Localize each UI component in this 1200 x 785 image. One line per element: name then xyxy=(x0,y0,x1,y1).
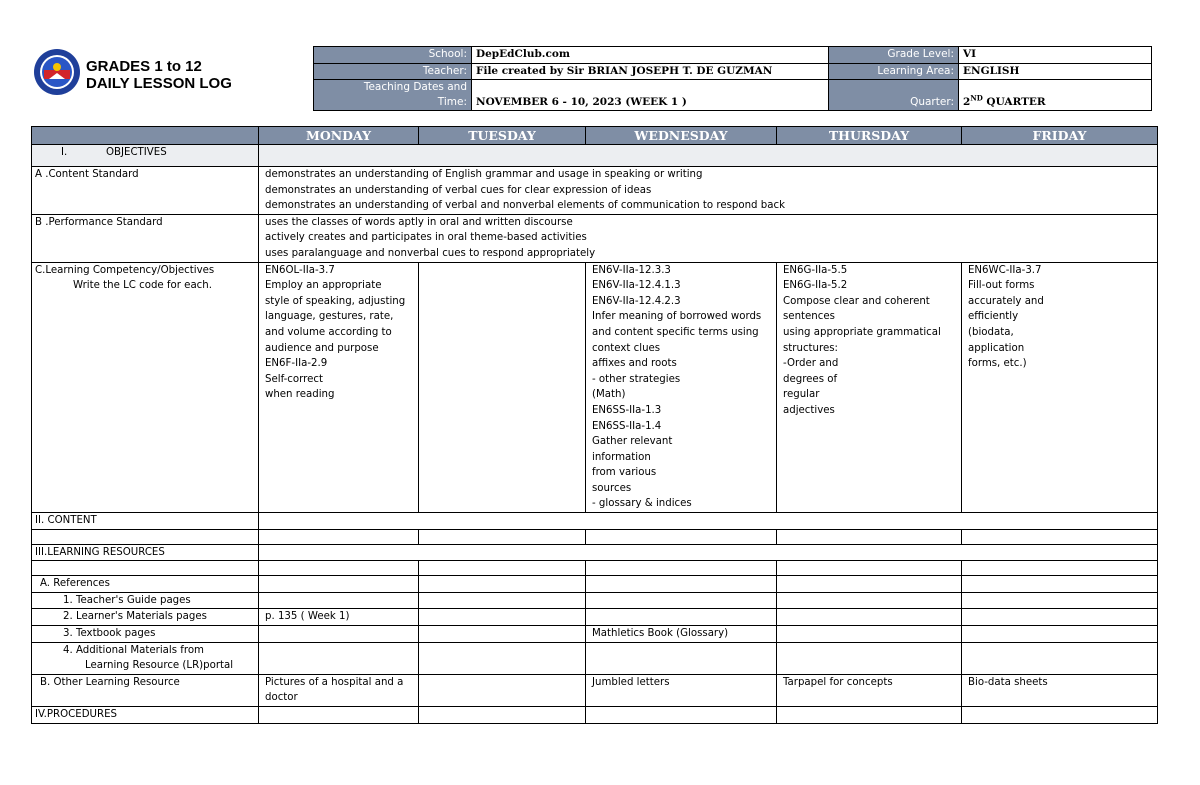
content-thursday xyxy=(777,529,962,544)
other-tuesday xyxy=(419,674,586,706)
days-header-blank xyxy=(32,127,259,145)
performance-standard-label: B .Performance Standard xyxy=(32,214,259,262)
learning-resources-fill xyxy=(259,544,1158,561)
quarter-value xyxy=(959,80,1152,111)
content-blank-label xyxy=(32,529,259,544)
competency-tuesday xyxy=(419,262,586,513)
other-resource-label: B. Other Learning Resource xyxy=(32,674,259,706)
grade-level-label: Grade Level: xyxy=(829,47,959,64)
learning-competency-instruction: Write the LC code for each. xyxy=(73,280,212,292)
teaching-dates-value: NOVEMBER 6 - 10, 2023 (WEEK 1 ) xyxy=(472,80,829,111)
learning-competency-label xyxy=(32,262,259,513)
quarter-number: 2 xyxy=(963,96,971,108)
lesson-log-table xyxy=(31,126,1158,724)
teacher-label: Teacher: xyxy=(314,64,472,80)
learning-resources-label: III.LEARNING RESOURCES xyxy=(32,544,259,561)
quarter-text: QUARTER xyxy=(982,96,1046,108)
additional-materials-line-1: 4. Additional Materials from xyxy=(63,644,204,656)
textbook-tuesday xyxy=(419,626,586,643)
content-standard-text: demonstrates an understanding of English grammar and usage in speaking or writing demonstrates an understanding of verbal cues for clear expression of ideas demonstrates an understanding of verbal and nonverbal elements of communication to respond back xyxy=(259,167,1158,215)
resources-thursday xyxy=(777,561,962,576)
procedures-wednesday xyxy=(586,707,777,724)
tg-wednesday xyxy=(586,592,777,609)
competency-friday: EN6WC-IIa-3.7 Fill-out forms accurately and efficiently (biodata, application forms, etc.) xyxy=(962,262,1158,513)
content-monday xyxy=(259,529,419,544)
learning-area-label: Learning Area: xyxy=(829,64,959,80)
day-header-thursday: THURSDAY xyxy=(777,127,962,145)
objectives-label: OBJECTIVES xyxy=(106,147,167,158)
content-friday xyxy=(962,529,1158,544)
other-thursday: Tarpapel for concepts xyxy=(777,674,962,706)
day-header-monday: MONDAY xyxy=(259,127,419,145)
title-line-1: GRADES 1 to 12 xyxy=(86,58,202,75)
quarter-label: Quarter: xyxy=(829,80,959,111)
objectives-heading xyxy=(32,145,259,167)
tg-monday xyxy=(259,592,419,609)
objectives-fill xyxy=(259,145,1158,167)
lesson-info-table xyxy=(313,46,1152,111)
performance-standard-text: uses the classes of words aptly in oral and written discourse actively creates and participates in oral theme-based activities uses paralanguage and nonverbal cues to respond appropriately xyxy=(259,214,1158,262)
content-tuesday xyxy=(419,529,586,544)
procedures-thursday xyxy=(777,707,962,724)
day-header-friday: FRIDAY xyxy=(962,127,1158,145)
teacher-value: File created by Sir BRIAN JOSEPH T. DE GUZMAN xyxy=(472,64,829,80)
teaching-dates-label-line-2: Time: xyxy=(437,96,467,108)
procedures-friday xyxy=(962,707,1158,724)
resources-monday xyxy=(259,561,419,576)
teachers-guide-label: 1. Teacher's Guide pages xyxy=(32,592,259,609)
resources-friday xyxy=(962,561,1158,576)
references-monday xyxy=(259,576,419,593)
content-label: II. CONTENT xyxy=(32,513,259,530)
textbook-thursday xyxy=(777,626,962,643)
school-value: DepEdClub.com xyxy=(472,47,829,64)
objectives-number: I. xyxy=(61,147,68,158)
lm-friday xyxy=(962,609,1158,626)
additional-materials-line-2: Learning Resource (LR)portal xyxy=(85,660,234,672)
teaching-dates-label xyxy=(314,80,472,111)
tg-tuesday xyxy=(419,592,586,609)
resources-tuesday xyxy=(419,561,586,576)
learning-area-value: ENGLISH xyxy=(959,64,1152,80)
other-friday: Bio-data sheets xyxy=(962,674,1158,706)
competency-monday: EN6OL-IIa-3.7 Employ an appropriate style of speaking, adjusting language, gestures, rate, and volume according to audience and purpose EN6F-IIa-2.9 Self-correct when reading xyxy=(259,262,419,513)
textbook-friday xyxy=(962,626,1158,643)
content-wednesday xyxy=(586,529,777,544)
day-header-wednesday: WEDNESDAY xyxy=(586,127,777,145)
teaching-dates-label-line-1: Teaching Dates and xyxy=(363,81,467,93)
lm-monday: p. 135 ( Week 1) xyxy=(259,609,419,626)
references-thursday xyxy=(777,576,962,593)
school-label: School: xyxy=(314,47,472,64)
references-wednesday xyxy=(586,576,777,593)
textbook-pages-label: 3. Textbook pages xyxy=(32,626,259,643)
deped-seal-icon xyxy=(33,48,81,96)
document-title xyxy=(86,58,232,92)
tg-thursday xyxy=(777,592,962,609)
references-label: A. References xyxy=(32,576,259,593)
content-standard-label: A .Content Standard xyxy=(32,167,259,215)
resources-blank-label xyxy=(32,561,259,576)
textbook-wednesday: Mathletics Book (Glossary) xyxy=(586,626,777,643)
additional-wednesday xyxy=(586,642,777,674)
resources-wednesday xyxy=(586,561,777,576)
procedures-label: IV.PROCEDURES xyxy=(32,707,259,724)
additional-thursday xyxy=(777,642,962,674)
learners-materials-label: 2. Learner's Materials pages xyxy=(32,609,259,626)
other-wednesday: Jumbled letters xyxy=(586,674,777,706)
lm-wednesday xyxy=(586,609,777,626)
tg-friday xyxy=(962,592,1158,609)
learning-competency-title: C.Learning Competency/Objectives xyxy=(35,264,215,276)
additional-friday xyxy=(962,642,1158,674)
procedures-tuesday xyxy=(419,707,586,724)
title-line-2: DAILY LESSON LOG xyxy=(86,75,232,92)
grade-level-value: VI xyxy=(959,47,1152,64)
references-tuesday xyxy=(419,576,586,593)
competency-wednesday: EN6V-IIa-12.3.3 EN6V-IIa-12.4.1.3 EN6V-IIa-12.4.2.3 Infer meaning of borrowed words and content specific terms using context clues affixes and roots - other strategies (Math) EN6SS-IIa-1.3 EN6SS-IIa-1.4 Gather relevant information from various sources - glossary & indices xyxy=(586,262,777,513)
references-friday xyxy=(962,576,1158,593)
additional-materials-label xyxy=(32,642,259,674)
competency-thursday: EN6G-IIa-5.5 EN6G-IIa-5.2 Compose clear and coherent sentences using appropriate grammatical structures: -Order and degrees of regular adjectives xyxy=(777,262,962,513)
day-header-tuesday: TUESDAY xyxy=(419,127,586,145)
additional-monday xyxy=(259,642,419,674)
quarter-ordinal: ND xyxy=(970,93,983,103)
lm-tuesday xyxy=(419,609,586,626)
other-monday: Pictures of a hospital and a doctor xyxy=(259,674,419,706)
lm-thursday xyxy=(777,609,962,626)
additional-tuesday xyxy=(419,642,586,674)
content-fill xyxy=(259,513,1158,530)
procedures-monday xyxy=(259,707,419,724)
textbook-monday xyxy=(259,626,419,643)
